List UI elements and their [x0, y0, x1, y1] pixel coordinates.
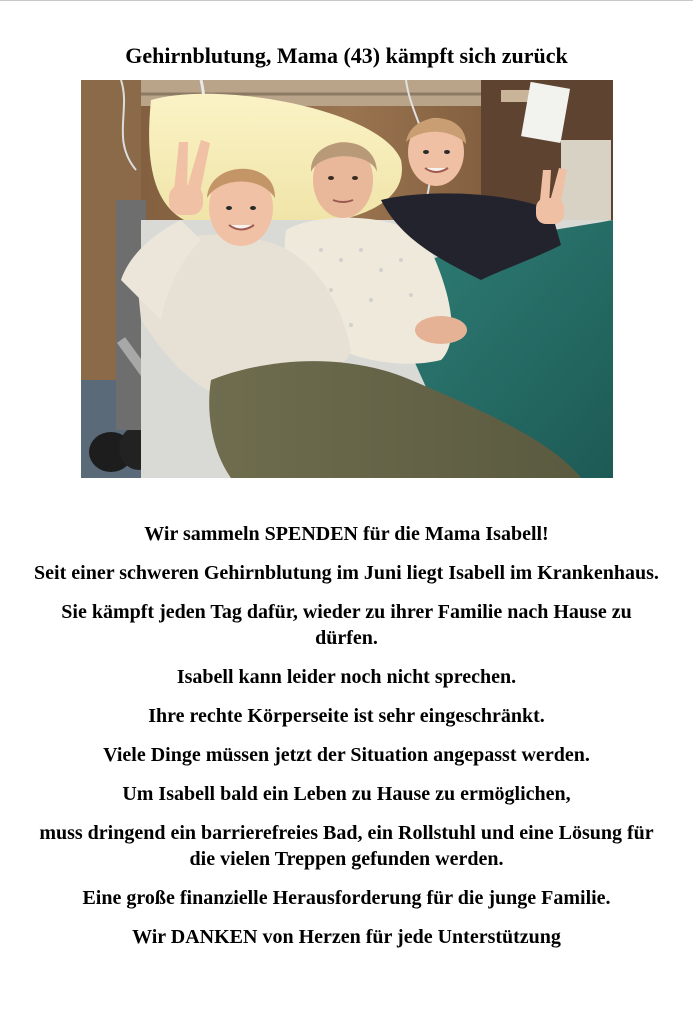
appeal-line-7: Um Isabell bald ein Leben zu Hause zu ermöglichen, — [122, 783, 571, 805]
appeal-line-6: Viele Dinge müssen jetzt der Situation angepasst werden. — [103, 744, 590, 766]
appeal-line-1: Wir sammeln SPENDEN für die Mama Isabell! — [144, 523, 549, 545]
appeal-line-8: muss dringend ein barrierefreies Bad, ein Rollstuhl und eine Lösung für die vielen Treppen gefunden werden. — [39, 822, 654, 870]
appeal-line-5: Ihre rechte Körperseite ist sehr eingeschränkt. — [148, 705, 545, 727]
appeal-line-3: Sie kämpft jeden Tag dafür, wieder zu ihrer Familie nach Hause zu dürfen. — [61, 601, 632, 649]
hospital-family-photo — [81, 80, 613, 478]
appeal-line-4: Isabell kann leider noch nicht sprechen. — [176, 666, 517, 688]
page-title: Gehirnblutung, Mama (43) kämpft sich zurück — [125, 43, 568, 68]
appeal-line-2: Seit einer schweren Gehirnblutung im Juni liegt Isabell im Krankenhaus. — [34, 562, 659, 584]
appeal-text — [30, 521, 663, 963]
appeal-line-10: Wir DANKEN von Herzen für jede Unterstützung — [132, 926, 561, 948]
top-divider — [0, 0, 693, 1]
appeal-line-9: Eine große finanzielle Herausforderung für die junge Familie. — [82, 887, 611, 909]
